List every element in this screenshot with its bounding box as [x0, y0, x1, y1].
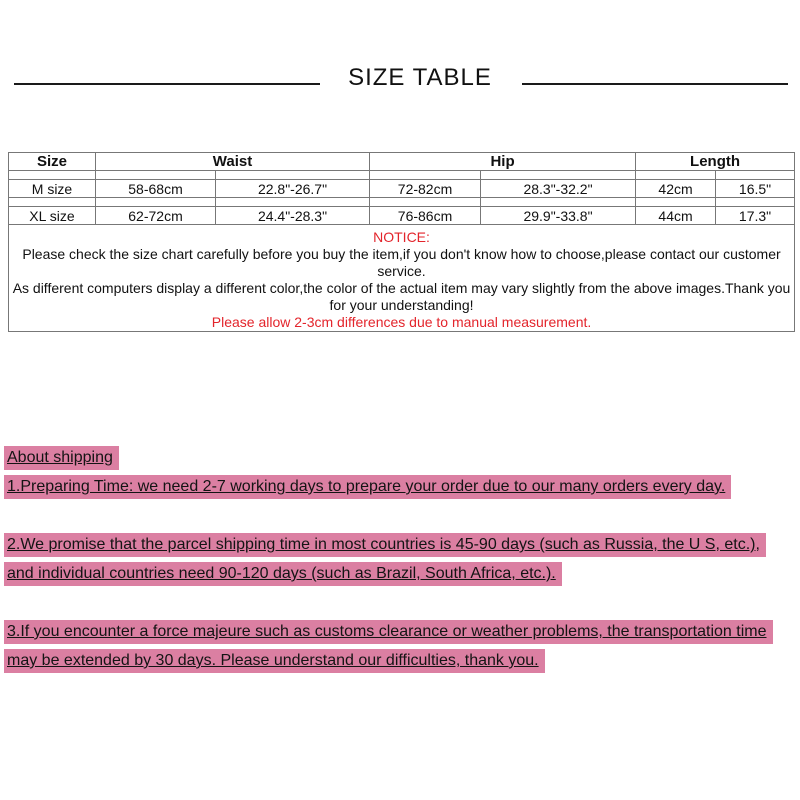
shipping-line: may be extended by 30 days. Please understand our difficulties, thank you.	[4, 649, 545, 673]
notice-title: NOTICE:	[373, 229, 430, 245]
length-cm-cell: 42cm	[636, 180, 716, 198]
header-hip: Hip	[370, 153, 636, 171]
waist-cm-cell: 58-68cm	[96, 180, 216, 198]
table-header-row	[9, 153, 795, 171]
header-size: Size	[9, 153, 96, 171]
shipping-line: 3.If you encounter a force majeure such as customs clearance or weather problems, the transportation time	[4, 620, 773, 644]
shipping-line: 2.We promise that the parcel shipping time in most countries is 45-90 days (such as Russia, the U S, etc.),	[4, 533, 766, 557]
waist-in-cell: 24.4"-28.3"	[216, 207, 370, 225]
notice-line-2: As different computers display a different color,the color of the actual item may vary slightly from the above images.Thank you for your understanding!	[12, 280, 791, 313]
title-divider-left	[14, 83, 320, 85]
size-cell: M size	[9, 180, 96, 198]
waist-in-cell: 22.8"-26.7"	[216, 180, 370, 198]
header-length: Length	[636, 153, 795, 171]
shipping-line: 1.Preparing Time: we need 2-7 working days to prepare your order due to our many orders every day.	[4, 475, 731, 499]
notice-cell	[9, 225, 795, 332]
hip-cm-cell: 76-86cm	[370, 207, 481, 225]
notice-row	[9, 225, 795, 332]
length-in-cell: 17.3"	[716, 207, 795, 225]
table-row	[9, 180, 795, 198]
size-table-title: SIZE TABLE	[348, 64, 492, 91]
title-divider-right	[522, 83, 788, 85]
shipping-heading: About shipping	[4, 446, 119, 470]
hip-in-cell: 29.9"-33.8"	[481, 207, 636, 225]
size-table	[8, 152, 795, 332]
header-waist: Waist	[96, 153, 370, 171]
title-row	[0, 62, 800, 102]
table-row	[9, 207, 795, 225]
waist-cm-cell: 62-72cm	[96, 207, 216, 225]
hip-cm-cell: 72-82cm	[370, 180, 481, 198]
shipping-line: and individual countries need 90-120 days (such as Brazil, South Africa, etc.).	[4, 562, 562, 586]
length-in-cell: 16.5"	[716, 180, 795, 198]
size-cell: XL size	[9, 207, 96, 225]
table-spacer-row	[9, 171, 795, 180]
table-spacer-row	[9, 198, 795, 207]
notice-line-1: Please check the size chart carefully before you buy the item,if you don't know how to choose,please contact our customer service.	[22, 246, 781, 279]
hip-in-cell: 28.3"-32.2"	[481, 180, 636, 198]
notice-footer: Please allow 2-3cm differences due to manual measurement.	[211, 314, 592, 330]
length-cm-cell: 44cm	[636, 207, 716, 225]
